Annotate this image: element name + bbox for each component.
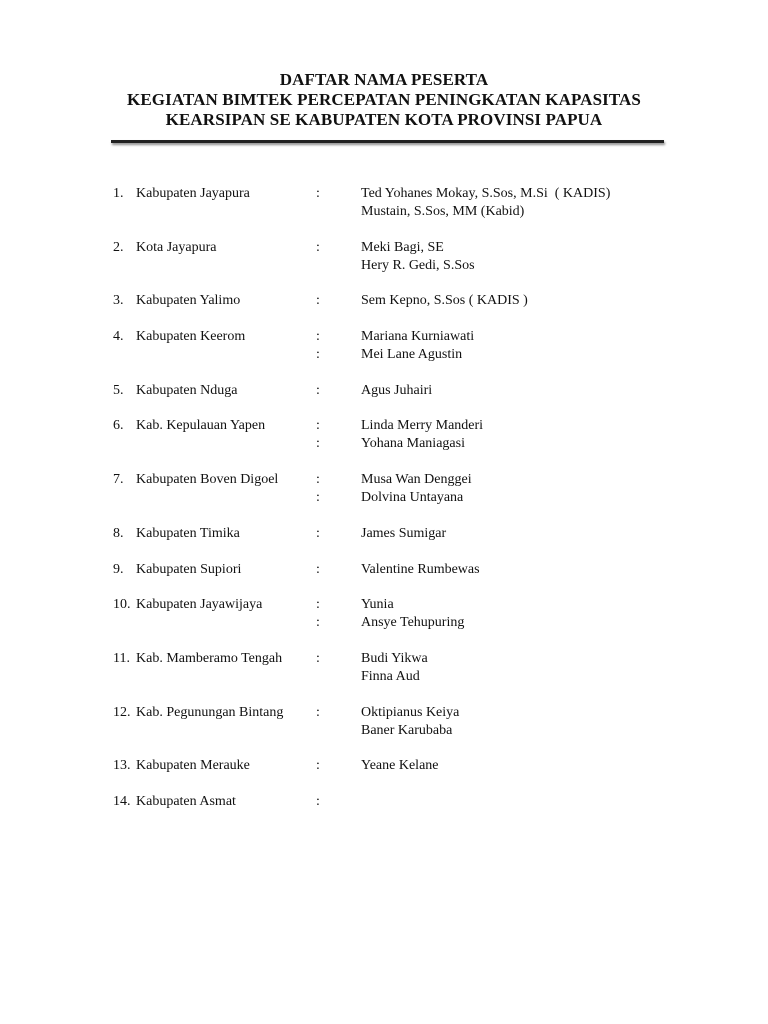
participant-name: Ansye Tehupuring [361,615,465,631]
entry-region: Kabupaten Jayapura [136,186,250,201]
entry-separator [316,292,322,310]
entry-number: 13. [113,758,131,774]
separator-colon: : [316,436,320,452]
entry-separator [316,417,322,453]
document-header [0,70,768,130]
entry-number: 8. [113,525,124,541]
entry-region: Kabupaten Jayawijaya [136,597,263,613]
entry-participants [361,239,475,275]
participant-entry [113,328,673,364]
entry-number: 14. [113,793,131,809]
entry-number: 10. [113,597,131,613]
entry-separator [316,328,322,364]
entry-participants [361,382,432,400]
participant-name: Finna Aud [361,668,420,684]
separator-colon: : [316,186,320,201]
entry-number: 1. [113,186,124,201]
entry-region: Kabupaten Asmat [136,793,236,809]
participant-name: Yohana Maniagasi [361,436,465,452]
entry-separator [316,382,322,400]
separator-colon: : [316,293,320,309]
separator-colon: : [316,561,320,577]
separator-colon: : [316,382,320,398]
participant-name: Budi Yikwa [361,650,428,666]
entry-number: 3. [113,293,124,309]
document-subtitle-1: KEGIATAN BIMTEK PERCEPATAN PENINGKATAN KAPASITAS [127,90,641,109]
entry-separator [316,239,322,257]
entry-participants [361,471,472,507]
entry-separator [316,185,322,203]
entry-participants [361,596,464,632]
participant-entry [113,704,673,740]
separator-colon: : [316,347,320,363]
participant-name: Oktipianus Keiya [361,704,460,720]
participant-entry [113,650,673,686]
participant-name: Baner Karubaba [361,722,453,738]
entry-region: Kab. Kepulauan Yapen [136,418,266,434]
participant-entry [113,417,673,453]
participant-name: Mariana Kurniawati [361,329,475,345]
participant-entry [113,757,673,775]
entry-number: 2. [113,239,124,255]
participant-name: Sem Kepno, S.Sos ( KADIS ) [361,293,528,309]
entry-participants [361,525,446,543]
participant-name: Yunia [361,597,394,613]
separator-colon: : [316,704,320,720]
participant-entry [113,525,673,543]
participant-name: Musa Wan Denggei [361,472,472,488]
entry-number: 7. [113,472,124,488]
entry-separator [316,650,322,668]
entry-participants [361,328,474,364]
separator-colon: : [316,793,320,809]
participant-entry [113,793,673,811]
entry-region: Kab. Mamberamo Tengah [136,650,283,666]
entry-region: Kabupaten Keerom [136,329,246,345]
separator-colon: : [316,597,320,613]
participant-name: Mei Lane Agustin [361,347,463,363]
participant-name: Linda Merry Manderi [361,418,484,434]
entry-number: 11. [113,650,130,666]
entry-number: 4. [113,329,124,345]
document-subtitle-2: KEARSIPAN SE KABUPATEN KOTA PROVINSI PAPUA [165,110,603,129]
participant-entry [113,292,673,310]
entry-participants [361,561,480,579]
participant-name: Yeane Kelane [361,758,439,774]
participant-name: James Sumigar [361,525,447,541]
participant-entry [113,561,673,579]
separator-colon: : [316,650,320,666]
entry-number: 12. [113,704,131,720]
entry-participants [361,704,459,740]
separator-colon: : [316,472,320,488]
entry-region: Kabupaten Merauke [136,758,250,774]
participant-entry [113,382,673,400]
document-title: DAFTAR NAMA PESERTA [279,70,489,89]
entry-separator [316,525,322,543]
separator-colon: : [316,329,320,345]
separator-colon: : [316,758,320,774]
entry-region: Kabupaten Timika [136,525,240,541]
separator-colon: : [316,525,320,541]
separator-colon: : [316,239,320,255]
participant-entry [113,471,673,507]
entry-region: Kota Jayapura [136,239,217,255]
entry-separator [316,793,322,811]
entry-separator [316,596,322,632]
entry-separator [316,704,322,722]
entry-region: Kabupaten Boven Digoel [136,472,279,488]
entry-participants [361,417,483,453]
entry-participants [361,650,428,686]
participant-name: Mustain, S.Sos, MM (Kabid) [361,204,525,219]
entry-region: Kab. Pegunungan Bintang [136,704,284,720]
participant-entry [113,185,673,221]
header-divider [111,140,664,143]
participant-name: Agus Juhairi [361,382,433,398]
entry-number: 5. [113,382,124,398]
entry-separator [316,757,322,775]
entry-number: 6. [113,418,124,434]
participant-name: Valentine Rumbewas [361,561,480,577]
entry-participants [361,185,610,221]
participant-name: Meki Bagi, SE [361,239,444,255]
entry-participants [361,757,439,775]
participant-entry [113,239,673,275]
entry-separator [316,561,322,579]
entry-region: Kabupaten Yalimo [136,293,241,309]
entry-participants [361,292,528,310]
entry-region: Kabupaten Nduga [136,382,238,398]
participant-name: Hery R. Gedi, S.Sos [361,257,475,273]
separator-colon: : [316,490,320,506]
separator-colon: : [316,418,320,434]
participant-entry [113,596,673,632]
participant-name: Ted Yohanes Mokay, S.Sos, M.Si ( KADIS) [361,186,611,201]
separator-colon: : [316,615,320,631]
participant-name: Dolvina Untayana [361,490,464,506]
entry-number: 9. [113,561,124,577]
participant-list [113,185,673,829]
entry-separator [316,471,322,507]
entry-region: Kabupaten Supiori [136,561,242,577]
